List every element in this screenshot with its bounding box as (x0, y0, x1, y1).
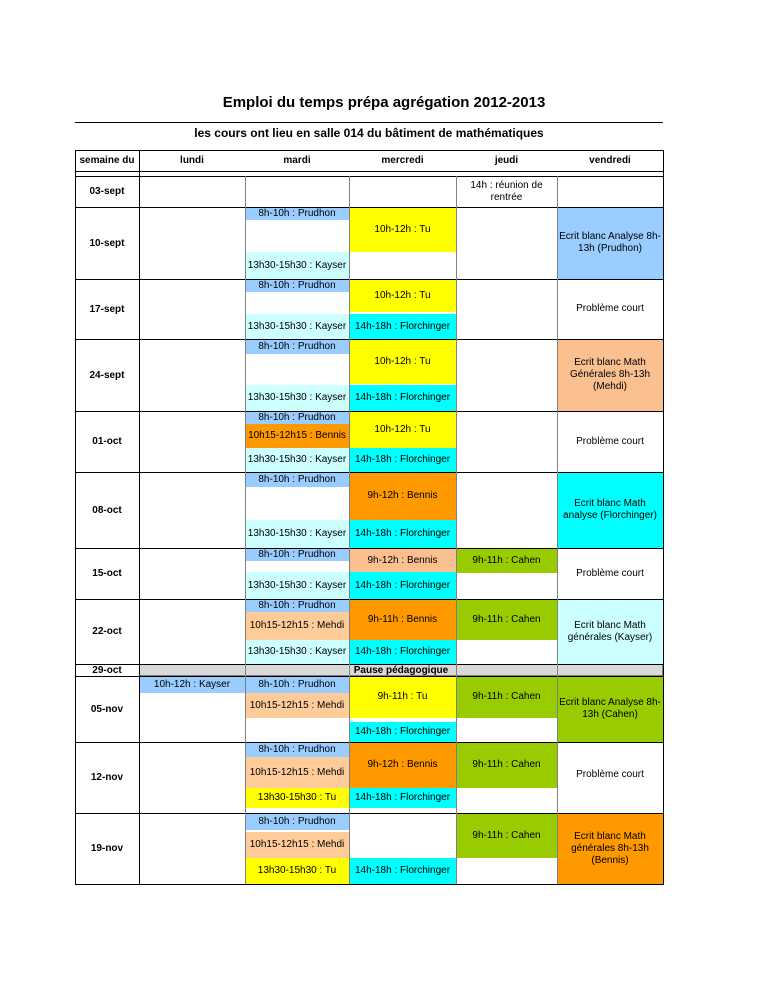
week-label: 10-sept (89, 237, 125, 249)
cell-kayser: 13h30-15h30 : Kayser (245, 314, 349, 339)
week-label: 03-sept (89, 186, 125, 197)
cell-probleme-court: Problème court (576, 769, 644, 780)
cell-florchinger: 14h-18h : Florchinger (349, 858, 456, 884)
cell-kayser: 13h30-15h30 : Kayser (245, 572, 349, 599)
cell-tu: 10h-12h : Tu (349, 279, 456, 312)
cell-ecrit-blanc-analyse-prudhon: Ecrit blanc Analyse 8h-13h (Prudhon) (557, 207, 663, 279)
cell-prudhon: 8h-10h : Prudhon (245, 676, 349, 693)
cell-florchinger: 14h-18h : Florchinger (349, 640, 456, 664)
week-label: 17-sept (89, 303, 125, 315)
week-label: 19-nov (90, 843, 124, 854)
cell-ecrit-blanc-analyse-florchinger: Ecrit blanc Math analyse (Florchinger) (557, 472, 663, 548)
cell-kayser: 13h30-15h30 : Kayser (245, 448, 349, 472)
week-label: 22-oct (92, 626, 122, 637)
cell-ecrit-blanc-generales-kayser: Ecrit blanc Math générales (Kayser) (557, 599, 663, 664)
cell-prudhon: 8h-10h : Prudhon (245, 411, 349, 424)
header-jeudi: jeudi (494, 155, 519, 166)
cell-florchinger: 14h-18h : Florchinger (349, 788, 456, 808)
pause-pedagogique: Pause pédagogique (139, 664, 663, 676)
cell-prudhon: 8h-10h : Prudhon (245, 472, 349, 487)
header-lundi: lundi (180, 155, 204, 166)
cell-cahen: 9h-11h : Cahen (456, 813, 557, 858)
cell-prudhon: 8h-10h : Prudhon (245, 339, 349, 354)
cell-florchinger: 14h-18h : Florchinger (349, 520, 456, 548)
page-title: Emploi du temps prépa agrégation 2012-2013 (222, 94, 546, 111)
cell-mehdi: 10h15-12h15 : Mehdi (245, 612, 349, 640)
week-label: 29-oct (92, 664, 122, 676)
cell-cahen: 9h-11h : Cahen (456, 599, 557, 640)
cell-tu: 10h-12h : Tu (349, 207, 456, 252)
cell-mehdi: 10h15-12h15 : Mehdi (245, 757, 349, 788)
week-label: 15-oct (92, 568, 122, 579)
week-label: 05-nov (90, 703, 124, 715)
title-rule (75, 122, 663, 123)
header-vendredi: vendredi (589, 155, 631, 166)
cell-probleme-court: Problème court (576, 567, 644, 579)
cell-kayser: 13h30-15h30 : Kayser (245, 640, 349, 664)
cell-kayser: 13h30-15h30 : Kayser (245, 252, 349, 279)
cell-probleme-court: Problème court (576, 435, 644, 447)
cell-prudhon: 8h-10h : Prudhon (245, 742, 349, 757)
cell-prudhon: 8h-10h : Prudhon (245, 548, 349, 561)
cell-mehdi: 10h15-12h15 : Mehdi (245, 693, 349, 718)
cell-cahen: 9h-11h : Cahen (456, 548, 557, 573)
cell-probleme-court: Problème court (576, 303, 644, 314)
cell-tu: 9h-11h : Tu (349, 676, 456, 718)
cell-florchinger: 14h-18h : Florchinger (349, 722, 456, 742)
week-label: 12-nov (90, 772, 124, 783)
cell-bennis: 9h-12h : Bennis (349, 742, 456, 788)
cell-prudhon: 8h-10h : Prudhon (245, 207, 349, 220)
cell-tu: 13h30-15h30 : Tu (245, 858, 349, 884)
cell-florchinger: 14h-18h : Florchinger (349, 385, 456, 411)
cell-prudhon: 8h-10h : Prudhon (245, 813, 349, 830)
cell-mehdi: 10h15-12h15 : Mehdi (245, 832, 349, 858)
cell-florchinger: 14h-18h : Florchinger (349, 448, 456, 472)
cell-kayser: 13h30-15h30 : Kayser (245, 520, 349, 548)
cell-tu: 10h-12h : Tu (349, 339, 456, 384)
cell-ecrit-blanc-math-mehdi: Ecrit blanc Math Générales 8h-13h (Mehdi) (557, 339, 663, 411)
cell-cahen: 9h-11h : Cahen (456, 676, 557, 718)
cell-ecrit-blanc-analyse-cahen: Ecrit blanc Analyse 8h-13h (Cahen) (557, 676, 663, 742)
cell-kayser-lundi: 10h-12h : Kayser (139, 676, 245, 693)
week-label: 24-sept (89, 369, 125, 381)
cell-tu: 10h-12h : Tu (349, 411, 456, 448)
week-label: 08-oct (92, 504, 122, 516)
cell-tu: 13h30-15h30 : Tu (245, 788, 349, 808)
cell-florchinger: 14h-18h : Florchinger (349, 314, 456, 339)
header-week: semaine du (79, 155, 135, 166)
header-mardi: mardi (283, 155, 311, 166)
cell-florchinger: 14h-18h : Florchinger (349, 572, 456, 599)
cell-bennis: 9h-12h : Bennis (349, 472, 456, 520)
header-mercredi: mercredi (381, 155, 424, 166)
cell-reunion: 14h : réunion de rentrée (470, 180, 543, 203)
cell-ecrit-blanc-generales-bennis: Ecrit blanc Math générales 8h-13h (Bennis) (557, 813, 663, 884)
cell-prudhon: 8h-10h : Prudhon (245, 279, 349, 292)
cell-bennis: 10h15-12h15 : Bennis (245, 424, 349, 448)
cell-kayser: 13h30-15h30 : Kayser (245, 385, 349, 411)
cell-bennis: 9h-12h : Bennis (349, 548, 456, 573)
cell-bennis: 9h-11h : Bennis (349, 599, 456, 640)
cell-prudhon: 8h-10h : Prudhon (245, 599, 349, 612)
cell-cahen: 9h-11h : Cahen (456, 742, 557, 788)
page-subtitle: les cours ont lieu en salle 014 du bâtiment de mathématiques (194, 126, 544, 140)
week-label: 01-oct (92, 436, 122, 447)
